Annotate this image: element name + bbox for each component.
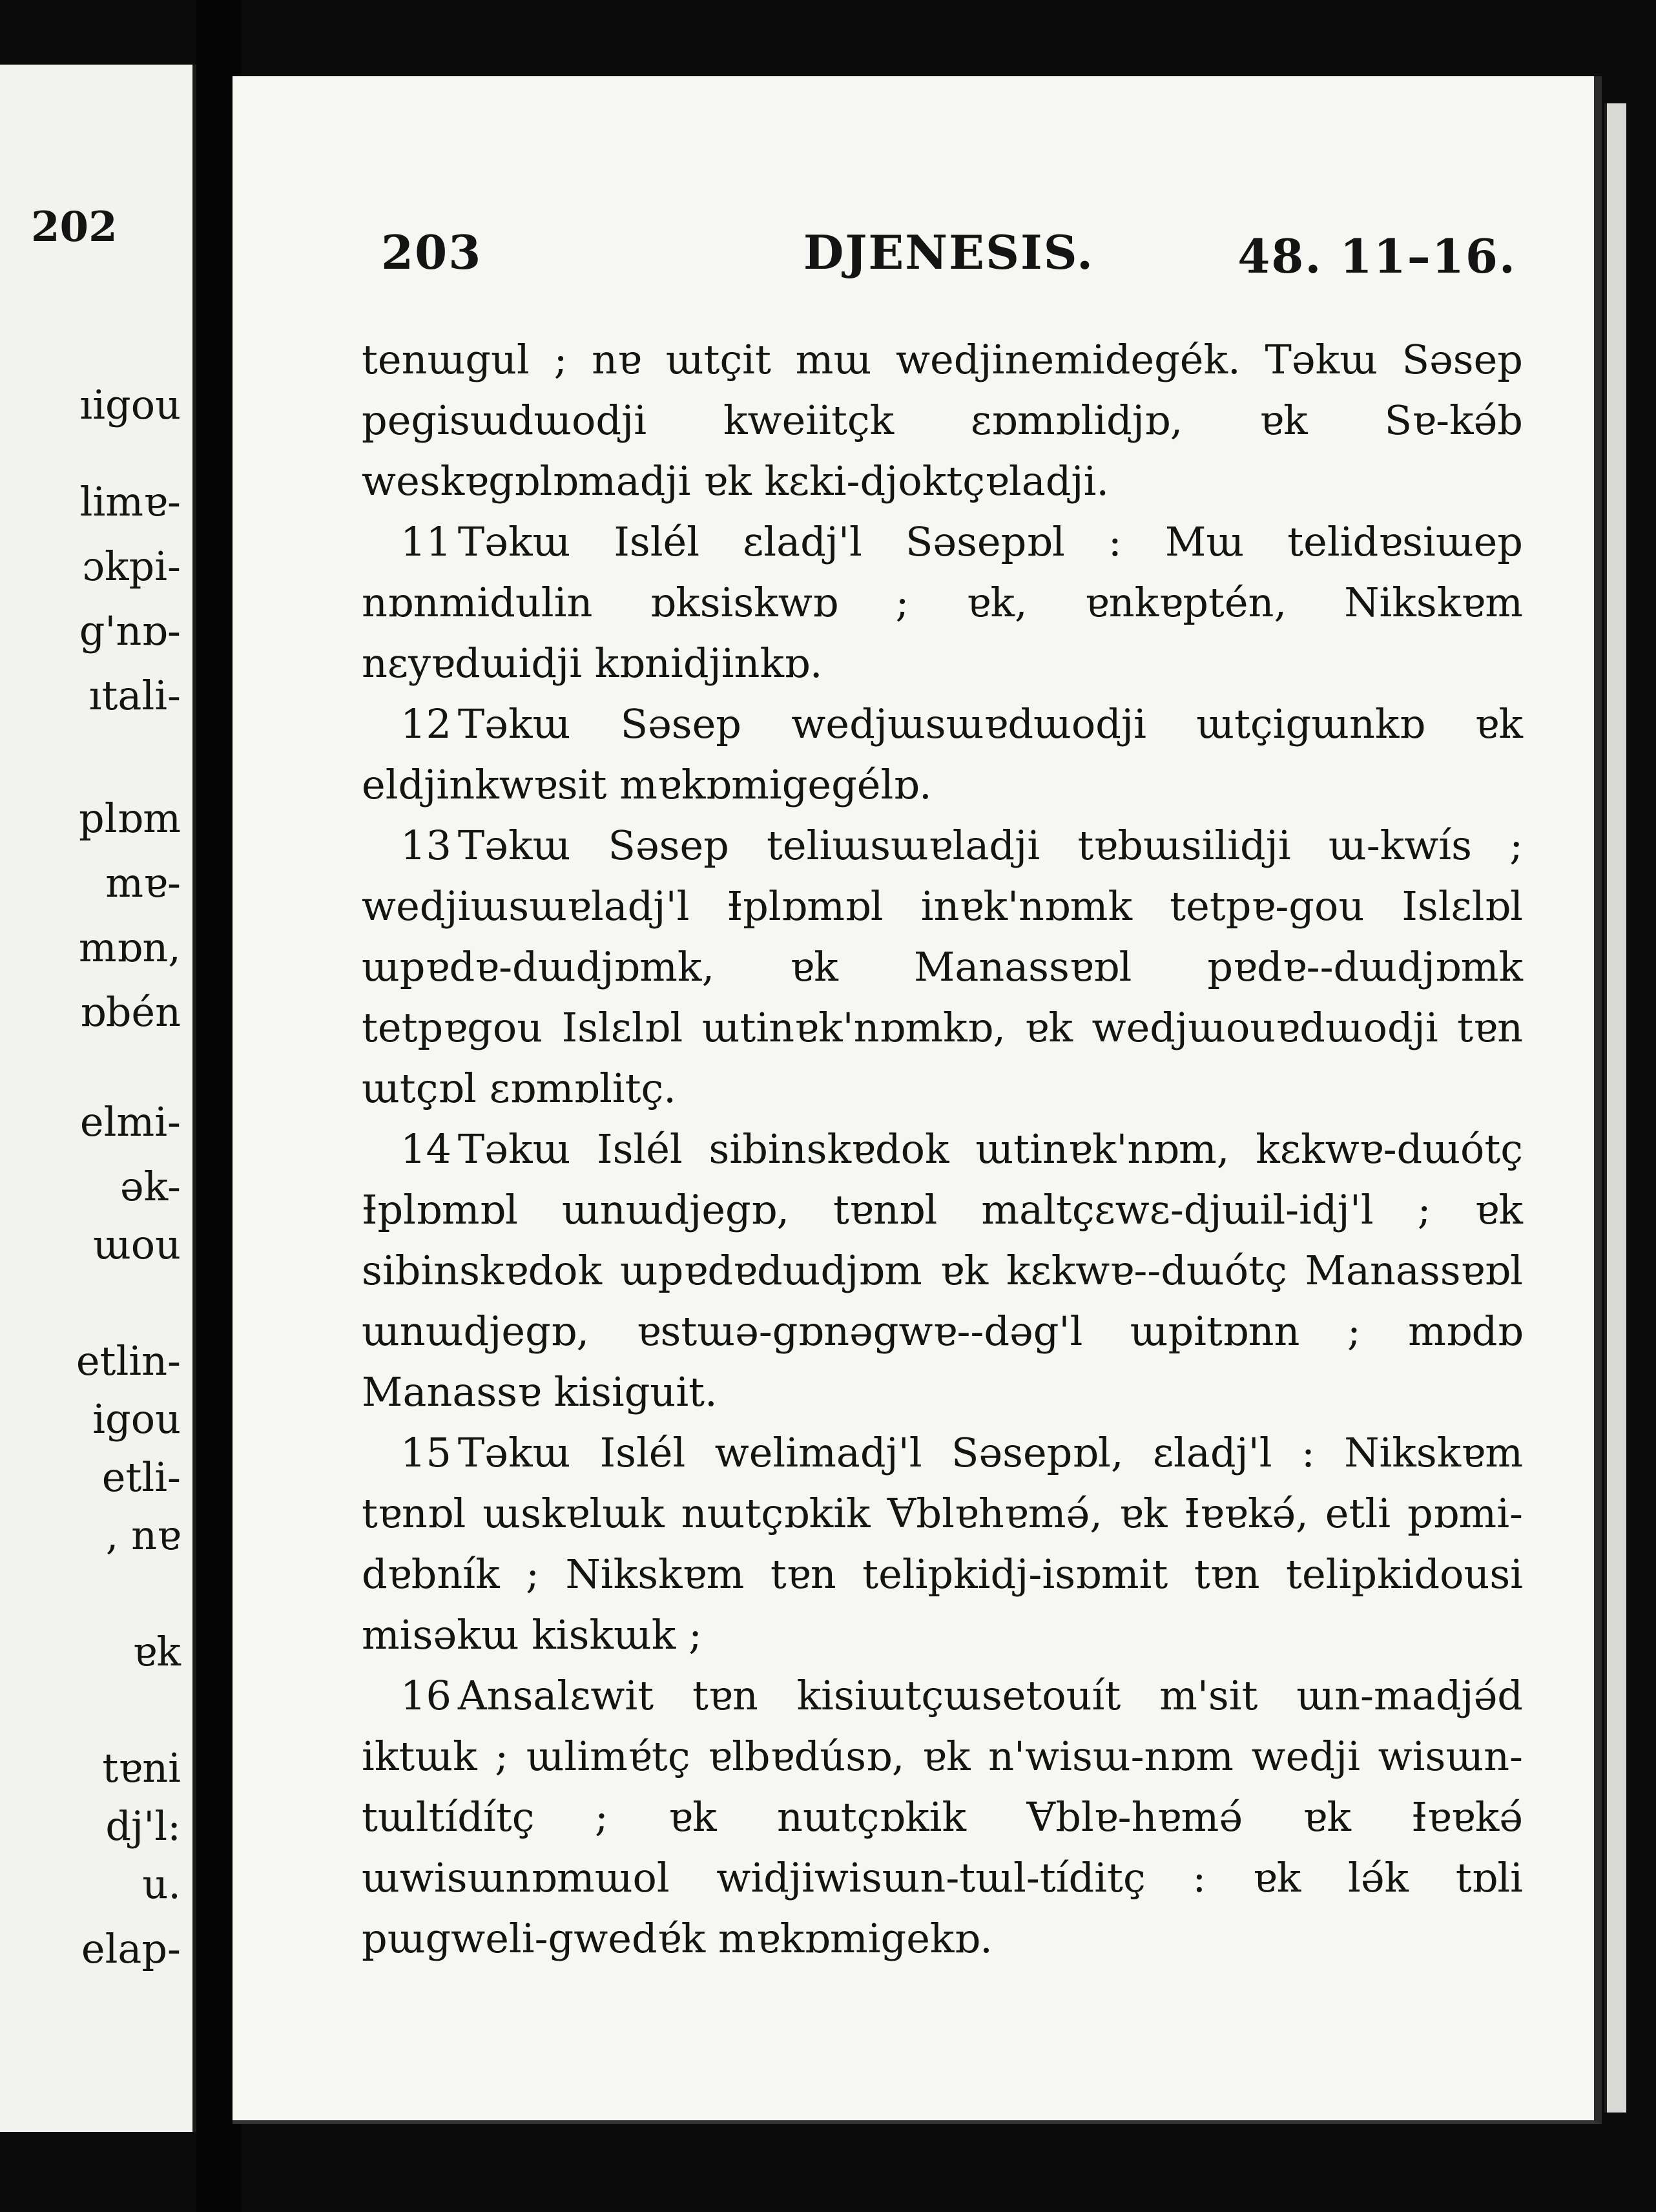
left-page-fragment: igou bbox=[92, 1395, 181, 1443]
verse-number: 15 bbox=[400, 1429, 451, 1476]
verse-16: 16 Ansalɛwit tɐn kisiɯtçɯsetouít m'sit ɯn-madjǝ́d iktɯk ; ɯlimɐ́tç ɐlbɐdúsɒ, ɐk n'wisɯ-nɒm wedji wisɯn-tɯltídítç ; ɐk nɯtçɒkik Ɐblɐ-hɐmǝ́ ɐk Ɨɐɐkǝ́ ɯwisɯnɒmɯol widjiwisɯn-tɯl-tíditç : ɐk lǝ́k tɒli pɯgweli-gwedɐ́k mɐkɒmigekɒ. bbox=[362, 1672, 1523, 1962]
page-edge bbox=[1604, 103, 1626, 2113]
verse-12: 12 Tǝkɯ Sǝsep wedjɯsɯɐdɯodji ɯtçigɯnkɒ ɐk eldjinkwɐsit mɐkɒmigegélɒ. bbox=[362, 700, 1523, 808]
left-page-fragment: ɯou bbox=[92, 1221, 181, 1268]
verse-15: 15 Tǝkɯ Islél welimadj'l Sǝsepɒl, ɛladj'l : Nikskɐm tɐnɒl ɯskɐlɯk nɯtçɒkik Ɐblɐhɐmǝ́, ɐk Ɨɐɐkǝ́, etli pɒmi-dɐbník ; Nikskɐm tɐn telipkidj-isɒmit tɐn telipkidousi misǝkɯ kiskɯk ; bbox=[362, 1429, 1523, 1658]
verse-number: 16 bbox=[400, 1672, 451, 1719]
left-page-fragment: ɔkpi- bbox=[82, 543, 181, 590]
left-page-fragment: g'nɒ- bbox=[79, 607, 181, 654]
chapter-verse-reference: 48. 11–16. bbox=[1237, 229, 1516, 284]
left-page-fragment: plɒm bbox=[79, 795, 181, 842]
left-page-fragment: dj'l: bbox=[105, 1802, 181, 1850]
left-page-fragment: ɒbén bbox=[80, 988, 181, 1036]
left-page-fragment: ɐk bbox=[132, 1628, 181, 1675]
left-page-fragment: ıtali- bbox=[88, 672, 181, 719]
book-title: DJENESIS. bbox=[803, 225, 1095, 280]
verse-number: 12 bbox=[400, 700, 451, 747]
verse-13: 13 Tǝkɯ Sǝsep teliɯsɯɐladji tɐbɯsilidji ɯ-kwís ; wedjiɯsɯɐladj'l Ɨplɒmɒl inɐk'nɒmk tetpɐ-gou Islɛlɒl ɯpɐdɐ-dɯdjɒmk, ɐk Manassɐɒl pɐdɐ--dɯdjɒmk tetpɐgou Islɛlɒl ɯtinɐk'nɒmkɒ, ɐk wedjɯouɐdɯodji tɐn ɯtçɒl ɛɒmɒlitç. bbox=[362, 822, 1523, 1112]
left-page-fragment: elmi- bbox=[79, 1098, 181, 1145]
left-page-fragment: tɐni bbox=[102, 1744, 181, 1791]
verse-11: 11 Tǝkɯ Islél ɛladj'l Sǝsepɒl : Mɯ telidɐsiɯep nɒnmidulin ɒksiskwɒ ; ɐk, ɐnkɐptén, Nikskɐm nɛyɐdɯidji kɒnidjinkɒ. bbox=[362, 518, 1523, 687]
page-number: 203 bbox=[381, 225, 482, 280]
left-page bbox=[0, 65, 196, 2132]
left-page-fragment: u. bbox=[142, 1861, 181, 1908]
right-page bbox=[233, 76, 1602, 2124]
verse-14: 14 Tǝkɯ Islél sibinskɐdok ɯtinɐk'nɒm, kɛkwɐ-dɯótç Ɨplɒmɒl ɯnɯdjegɒ, tɐnɒl maltçɛwɛ-djɯil-idj'l ; ɐk sibinskɐdok ɯpɐdɐdɯdjɒm ɐk kɛkwɐ--dɯótç Manassɐɒl ɯnɯdjegɒ, ɐstɯǝ-gɒnǝgwɐ--dǝg'l ɯpitɒnn ; mɒdɒ Manassɐ kisiguit. bbox=[362, 1125, 1523, 1415]
paragraph-continuation: tenɯgul ; nɐ ɯtçit mɯ wedjinemidegék. Tǝkɯ Sǝsep pegisɯdɯodji kweiitçk ɛɒmɒlidjɒ, ɐk Sɐ-kǝ́b weskɐgɒlɒmadji ɐk kɛki-djoktçɐladji. bbox=[362, 336, 1523, 505]
left-page-fragment: ǝk- bbox=[119, 1163, 181, 1210]
left-page-fragment: limɐ- bbox=[79, 478, 181, 525]
left-page-fragment: elap- bbox=[81, 1925, 181, 1972]
verse-number: 11 bbox=[400, 518, 451, 565]
left-page-fragment: , nɐ bbox=[105, 1512, 181, 1559]
body-text bbox=[362, 329, 1523, 1969]
left-page-fragment: ıigou bbox=[79, 381, 181, 428]
left-page-number: 202 bbox=[31, 203, 118, 251]
left-page-fragment: mɒn, bbox=[78, 924, 181, 971]
left-page-fragment: etlin- bbox=[76, 1337, 181, 1384]
verse-number: 13 bbox=[400, 822, 451, 869]
running-header bbox=[381, 225, 1516, 289]
verse-number: 14 bbox=[400, 1125, 451, 1173]
left-page-fragment: mɐ- bbox=[105, 859, 181, 906]
left-page-fragment: etli- bbox=[101, 1454, 181, 1501]
